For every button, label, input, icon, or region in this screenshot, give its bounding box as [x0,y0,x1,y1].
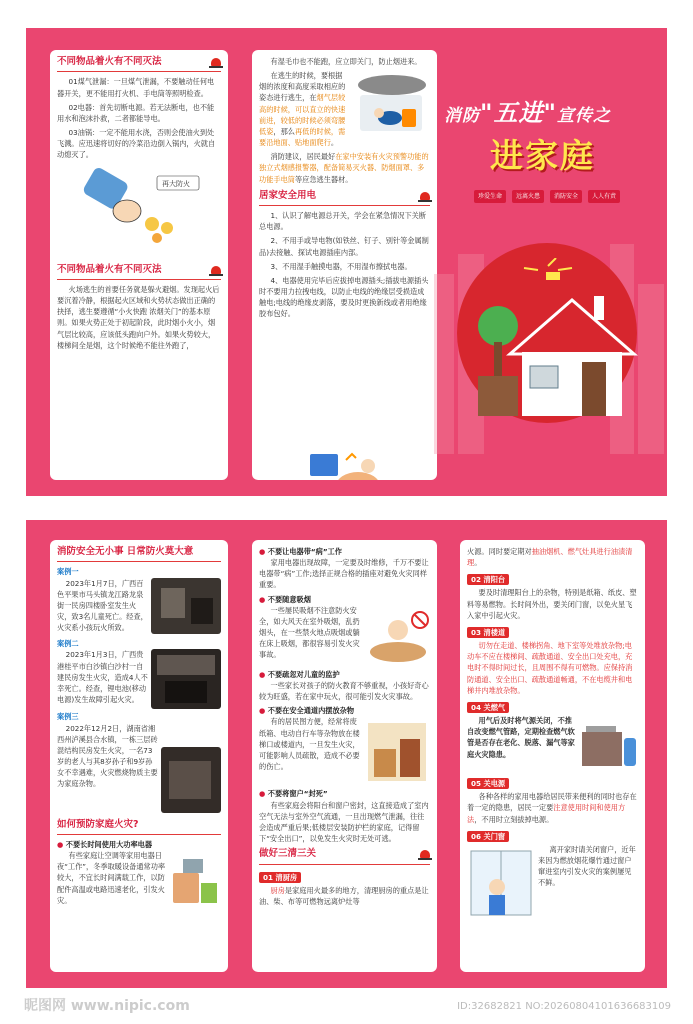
text-paragraph: 离开家时请关闭窗户，近年来因为燃放烟花爆竹通过窗户窜进室内引发火灾的案例屡见不鲜。 [538,844,636,888]
step-tag: 02 清阳台 [467,574,509,585]
house-illustration [470,258,640,428]
watermark-logo: 昵图网 www.nipic.com [24,998,190,1014]
text-paragraph: 有湿毛巾也不能跑，应立即关门，防止烟进来。 [270,57,422,66]
case-text: 2022年12月2日，湖南省湘西州泸溪县合水镇，一栋三层砖混结构民房发生火灾，一名73岁的老人与其8岁孙子和9岁孙女不幸遇难，火灾燃烧物质主要为家庭杂物。 [57,723,158,789]
illo-label: 再大防火 [162,180,190,189]
window-closing-illustration [467,847,535,919]
tip-heading: ● 不要随意吸烟 [259,594,430,605]
case-text: 2023年1月3日，广西贵港桂平市白沙镇白沙村一自建民房发生火灾，造成4人不幸死亡。经查，锂电池(移动电源)发生故障引起火灾。 [57,650,148,705]
appliance-illustration [169,853,221,907]
fire-scene-photo [151,578,221,634]
text-paragraph: 消防建议，居民最好在家中安装有火灾预警功能的独立式烟感报警器，配备简易灭火器、防烟面罩、多功能手电筒等应急逃生器材。 [259,152,429,184]
step-tag: 05 关电源 [467,778,509,789]
fire-scene-photo [151,649,221,709]
tip-heading: ● 不要在安全通道内摆放杂物 [259,705,430,716]
text-paragraph: 用气后及时将气源关闭，不推自改变燃气管路，定期检查燃气软管是否存在老化、脱落、漏气等家庭火灾隐患。 [467,716,575,759]
electric-safety-illustration [306,446,394,480]
text-paragraph: 03油锅：一定不能用水浇，否则会使油火到处飞溅。应迅速将切好的冷菜沿边倒入锅内，火就自动熄灭了。 [57,127,216,160]
text-paragraph: 2、不用手或导电物(如铁丝、钉子、别针等金属制品)去接触、探试电源插座内部。 [259,236,429,257]
image-id: ID:32682821 NO:20260804101636683109 [457,1001,671,1012]
siren-icon [211,58,221,66]
text-paragraph: 一些家长对孩子的防火教育不够重视，小孩好奇心较为旺盛，若在家中玩火，很可能引发火灾事故。 [259,680,429,702]
panel-title: 居家安全用电 [259,190,430,206]
case-label: 案例二 [57,639,79,649]
tip-heading: ● 不要让电器带“病”工作 [259,546,430,557]
bottom-panel-2 [252,540,437,972]
text-paragraph: 厨房是家庭用火最多的地方，清理厨房的重点是让油、柴、布等可燃物远离炉灶等 [259,885,429,906]
text-paragraph: 01煤气泄漏：一旦煤气泄漏，不要触动任何电器开关，更不能用打火机、手电筒等照明检查。 [57,77,215,98]
siren-icon [211,266,221,274]
cover-tag: 珍爱生命 [474,190,506,203]
step-tag: 03 清楼道 [467,627,509,638]
text-paragraph: 02电器：首先切断电源。若无法断电，也不能用水和泡沫扑救，二者都能导电。 [57,102,215,123]
text-paragraph: 火场逃生的首要任务就是躲火避烟。发现起火后要沉着冷静，根据起火区域和火势状态做出正确的抉择，逃生要遵循“小火快跑 浓烟关门”的基本原则。如果火势正处于初起阶段，此时烟小火小，烟气层比较高，应该低头跑向户外。如果火势较大，楼梯间全是烟，这个时候绝不能往外跑了， [57,284,220,350]
tip-heading: ● 不要疏忽对儿童的监护 [259,669,430,680]
step-tag: 01 清厨房 [259,872,301,883]
panel-title: 消防安全无小事 日常防火莫大意 [57,546,221,562]
panel-title: 如何预防家庭火灾? [57,819,221,835]
text-paragraph: 火源。同时要定期对抽油烟机、燃气灶具进行油渍清理。 [467,547,633,568]
cover-title: 消防"五进"宣传之 [444,99,612,127]
text-paragraph: 各种各样的家用电器给居民带来便利的同时也存在着一定的隐患，居民一定要注意使用时间和使用方法，不用时立刻拔掉电源。 [467,792,637,824]
fire-extinguish-illustration [57,166,221,251]
cover-tag: 人人有责 [588,190,620,203]
tip-heading: ● 不要将窗户“封死” [259,788,430,799]
siren-icon [420,192,430,200]
cover-main-title: 进家庭 [490,136,595,175]
step-tag: 04 关燃气 [467,702,509,713]
bottom-panel-1 [50,540,228,972]
panel-title: 不同物品着火有不同灭法 [57,56,221,72]
panel-title: 做好三清三关 [259,848,430,864]
step-tag: 06 关门窗 [467,831,509,842]
cover-tags [474,190,620,203]
gas-stove-illustration [578,718,638,772]
top-panel-1 [50,50,228,480]
corridor-clutter-illustration [364,719,430,785]
cover-tag: 远离火患 [512,190,544,203]
cover-tag: 消防安全 [550,190,582,203]
text-paragraph: 1、认识了解电源总开关，学会在紧急情况下关断总电源。 [259,211,427,232]
case-text: 2023年1月7日，广西百色平果市马头镇龙江路龙泉街一民房四楼卧室发生火灾，致3名儿童死亡。经查，火灾系小孩玩火所致。 [57,578,148,633]
text-paragraph: 有的居民图方便，经常将废纸箱、电动自行车等杂物放在楼梯口或楼道内，一旦发生火灾，可能影响人员疏散，造成不必要的伤亡。 [259,717,360,772]
top-panel-2 [252,50,437,480]
text-paragraph: 在逃生的时候，要根据烟的浓度和高度采取相应的姿态进行逃生，在烟气层较高的时候，可以直立的快速前进，较低的时候必须弯腰低姿，那么再低的时候，需要沿地面、贴地面爬行。 [259,71,346,148]
smoke-escape-illustration [352,73,430,143]
bottom-panel-3 [460,540,645,972]
case-label: 案例一 [57,567,79,577]
text-paragraph: 家用电器出现故障，一定要及时维修，千万不要让电器带“病”工作;选择正规合格的插座对避免火灾同样重要。 [259,558,429,590]
smoking-illustration [364,608,430,666]
panel-title: 不同物品着火有不同灭法 [57,264,221,280]
text-paragraph: 要及时清理阳台上的杂物，特别是纸箱、纸皮、塑料等易燃物。长时间外出，要关闭门窗，以免火星飞入家中引起火灾。 [467,588,637,620]
text-paragraph: 3、不用湿手触摸电器，不用湿布擦拭电器。 [270,261,412,271]
text-paragraph: 切勿在走道、楼梯拐角、地下室等处堆放杂物;电动车不应在楼梯间、疏散通道、安全出口处充电，充电时不得时间过长，且周围不得有可燃物。应保持消防通道、安全出口、疏散通道畅通，不在电缆井和电梯井内堆放杂物。 [467,641,633,695]
tip-heading: ● 不要长时间使用大功率电器 [57,839,221,850]
siren-icon [420,850,430,858]
case-label: 案例三 [57,712,79,722]
text-paragraph: 有些家庭让空调等家用电器日夜“工作”，冬季取暖设备通常功率较大，不宜长时间满载工作，以防配件高温或电路迅速老化，引发火灾。 [57,851,166,905]
text-paragraph: 有些家庭会将阳台和窗户密封，这直接造成了室内空气无法与室外空气流通，一旦出现燃气泄漏，往往会造成严重后果;低楼层安装防护栏的家庭，记得留下“安全出口”，以免发生火灾时无处可逃。 [259,800,429,844]
text-paragraph: 一些屡民吸烟不注意防火安全，如大风天在室外吸烟，乱扔烟头，在一些禁火地点吸烟或躺在床上吸烟，都很容易引发火灾事故。 [259,605,360,660]
text-paragraph: 4、电器使用完毕后应拔掉电源插头;插拔电源插头时不要用力拉拽电线，以防止电线的绝缘层受损造成触电;电线的绝缘皮剥落，要及时更换新线或者用绝缘胶布包好。 [259,275,429,319]
footer-bar [0,990,693,1024]
fire-scene-photo [161,747,221,813]
